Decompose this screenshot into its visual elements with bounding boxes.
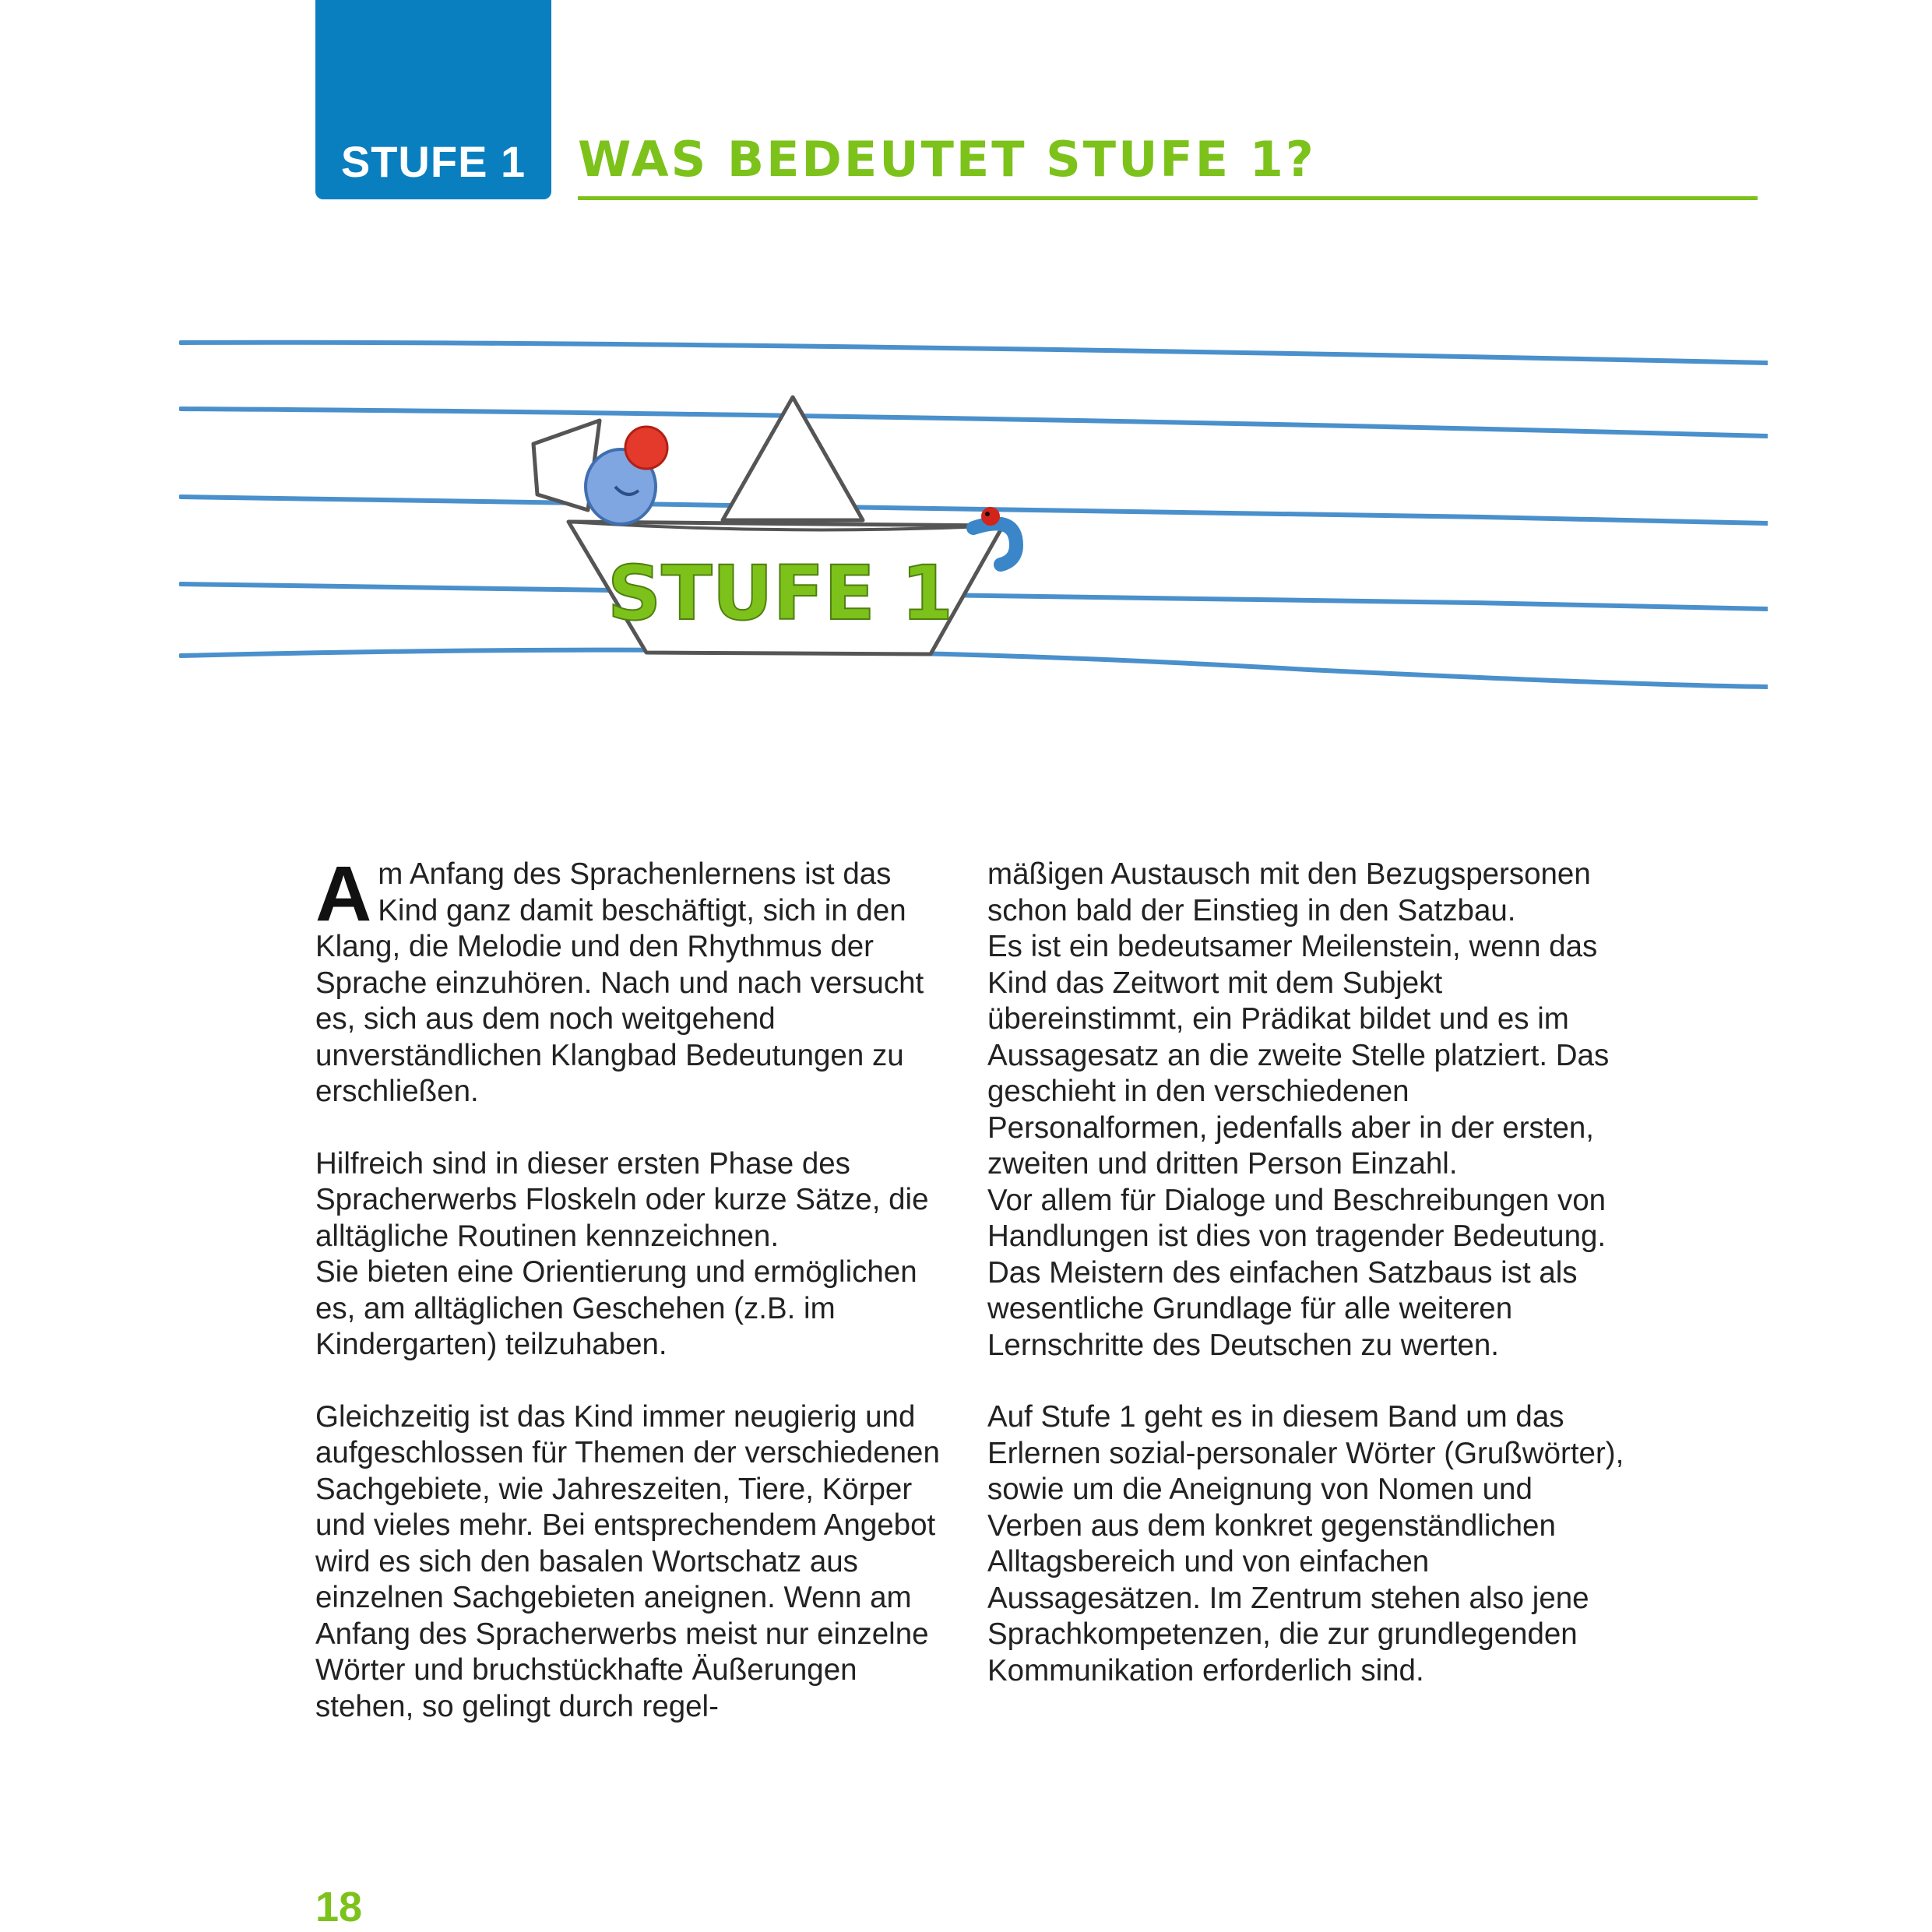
ladybug-icon xyxy=(981,507,1000,526)
wave-lines xyxy=(181,343,1768,687)
paragraph: Gleichzeitig ist das Kind immer neugierig und aufgeschlossen für Themen der verschiedenen Sachgebiete, wie Jahreszeiten, Tiere, Körper und vieles mehr. Bei entsprechendem Angebot wird es sich den basalen Wortschatz aus einzelnen Sachgebieten aneignen. Wenn am Anfang des Spracherwerbs meist nur einzelne Wörter und bruchstückhafte Äußerungen stehen, so gelingt durch regel- xyxy=(315,1399,940,1723)
text-column-right xyxy=(987,857,1626,1725)
waves-and-boat-svg xyxy=(179,327,1768,732)
paragraph xyxy=(315,850,954,1110)
paragraph-text: m Anfang des Sprachenlernens ist das Kind ganz damit beschäftigt, sich in den Klang, die Melodie und den Rhythmus der Sprache einzuhören. Nach und nach versucht es, sich aus dem noch weitgehend unverständlichen Klangbad Bedeutungen zu erschließen. xyxy=(315,857,924,1108)
section-tab: STUFE 1 xyxy=(315,0,551,199)
paragraph: Vor allem für Dialoge und Beschreibungen von Handlungen ist dies von tragender Bedeutung. Das Meistern des einfachen Satzbaus ist als wesentliche Grundlage für alle weiteren Lernschritte des Deutschen zu werten. xyxy=(987,1183,1606,1362)
paper-boat-icon xyxy=(533,397,1003,654)
paragraph: mäßigen Austausch mit den Bezugspersonen schon bald der Einstieg in den Satzbau. xyxy=(987,857,1591,927)
drop-cap: A xyxy=(315,850,372,938)
paragraph: Hilfreich sind in dieser ersten Phase des Spracherwerbs Floskeln oder kurze Sätze, die alltägliche Routinen kennzeichnen. xyxy=(315,1146,929,1253)
paragraph: Es ist ein bedeutsamer Meilenstein, wenn das Kind das Zeitwort mit dem Subjekt übereinstimmt, ein Prädikat bildet und es im Aussagesatz an die zweite Stelle platziert. Das geschieht in den verschiedenen Personalformen, jedenfalls aber in der ersten, zweiten und dritten Person Einzahl. xyxy=(987,930,1610,1181)
page-title: WAS BEDEUTET STUFE 1? xyxy=(578,131,1316,188)
page-number: 18 xyxy=(315,1884,363,1930)
boat-illustration xyxy=(179,327,1768,732)
title-rule xyxy=(578,196,1758,200)
text-column-left xyxy=(315,850,954,1761)
paragraph: Auf Stufe 1 geht es in diesem Band um das Erlernen sozial-personaler Wörter (Grußwörter), sowie um die Aneignung von Nomen und Verben aus dem konkret gegenständlichen Alltagsbereich und von einfachen Aussagesätzen. Im Zentrum stehen also jene Sprachkompetenzen, die zur grundlegenden Kommunikation erforderlich sind. xyxy=(987,1400,1624,1687)
boat-label: STUFE 1 xyxy=(607,550,953,637)
paragraph: Sie bieten eine Orientierung und ermöglichen es, am alltäglichen Geschehen (z.B. im Kindergarten) teilzuhaben. xyxy=(315,1255,917,1361)
